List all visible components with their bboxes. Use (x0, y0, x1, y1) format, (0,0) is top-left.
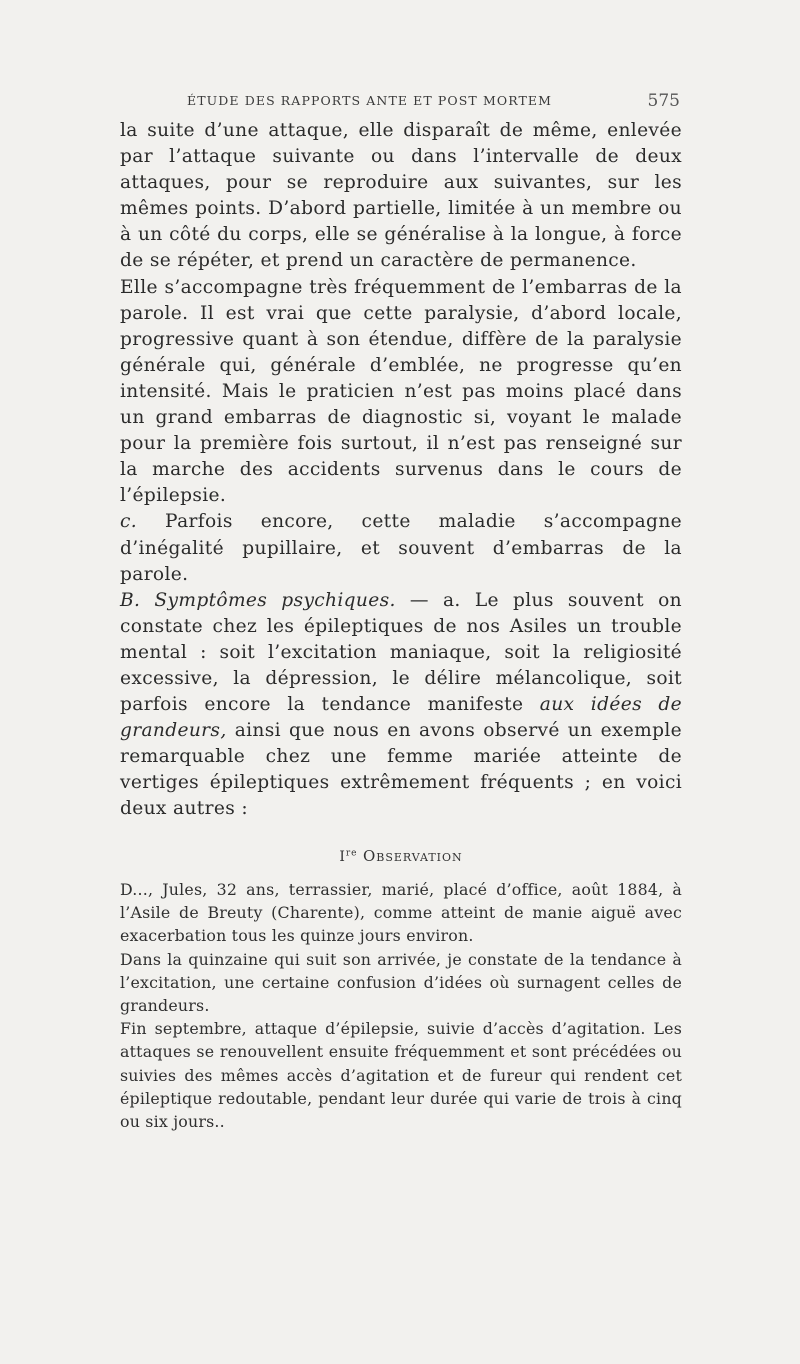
paragraph-4 (120, 588, 682, 823)
observation-paragraph-1: D..., Jules, 32 ans, terrassier, marié, placé d’office, août 1884, à l’Asile de Breuty (Charente), comme atteint de manie aiguë avec exacerbation tous les quinze jours environ. (120, 880, 682, 946)
observation-text (120, 878, 682, 1133)
observation-paragraph-2: Dans la quinzaine qui suit son arrivée, je constate de la tendance à l’excitation, une certaine confusion d’idées où surnagent celles de grandeurs. (120, 949, 682, 1016)
page-number: 575 (647, 91, 680, 111)
paragraph-4-italic: aux idées de grandeurs, (120, 694, 683, 742)
paragraph-3-text: Parfois encore, cette maladie s’accompagne d’inégalité pupillaire, et souvent d’embarras de la parole. (120, 511, 682, 585)
running-title: ÉTUDE DES RAPPORTS ANTE ET POST MORTEM (187, 93, 553, 108)
paragraph-4-text-a: Le plus souvent on constate chez les épileptiques de nos Asiles un trouble mental : soit l’excitation maniaque, soit la religiosité excessive, la dépression, le délire mélancolique, soit parfois encore la tendance manifeste (120, 589, 682, 716)
paragraph-4-text-b: ainsi que nous en avons observé un exemple remarquable chez une femme mariée atteinte de vertiges épileptiques extrêmement fréquents ; en voici deux autres : (120, 720, 682, 820)
main-text (120, 118, 682, 823)
paragraph-2: Elle s’accompagne très fréquemment de l’embarras de la parole. Il est vrai que cette paralysie, d’abord locale, progressive quant à son étendue, diffère de la paralysie générale qui, générale d’emblée, ne progresse qu’en intensité. Mais le praticien n’est pas moins placé dans un grand embarras de diagnostic si, voyant le malade pour la première fois surtout, il n’est pas renseigné sur la marche des accidents survenus dans le cours de l’épilepsie. (120, 276, 682, 507)
section-b-heading: B. Symptômes psychiques. (120, 589, 396, 611)
observation-heading (120, 847, 682, 865)
paragraph-1: la suite d’une attaque, elle disparaît de même, enlevée par l’attaque suivante ou dans l’intervalle de deux attaques, pour se reproduire aux suivantes, sur les mêmes points. D’abord partielle, limitée à un membre ou à un côté du corps, elle se généralise à la longue, à force de se répéter, et prend un caractère de permanence. (120, 120, 682, 272)
observation-paragraph-3: Fin septembre, attaque d’épilepsie, suivie d’accès d’agitation. Les attaques se renouvellent ensuite fréquemment et sont précédées ou suivies des mêmes accès d’agitation et de fureur qui rendent cet épileptique redoutable, pendant leur durée qui varie de trois à cinq ou six jours.. (120, 1019, 682, 1132)
section-b-sub: — a. (409, 589, 461, 611)
paragraph-3 (120, 509, 682, 587)
paragraph-3-label: c. (120, 511, 138, 533)
observation-number: I (339, 849, 346, 865)
running-header (120, 93, 680, 113)
observation-number-sup: re (345, 848, 358, 859)
observation-title: Observation (362, 847, 463, 865)
